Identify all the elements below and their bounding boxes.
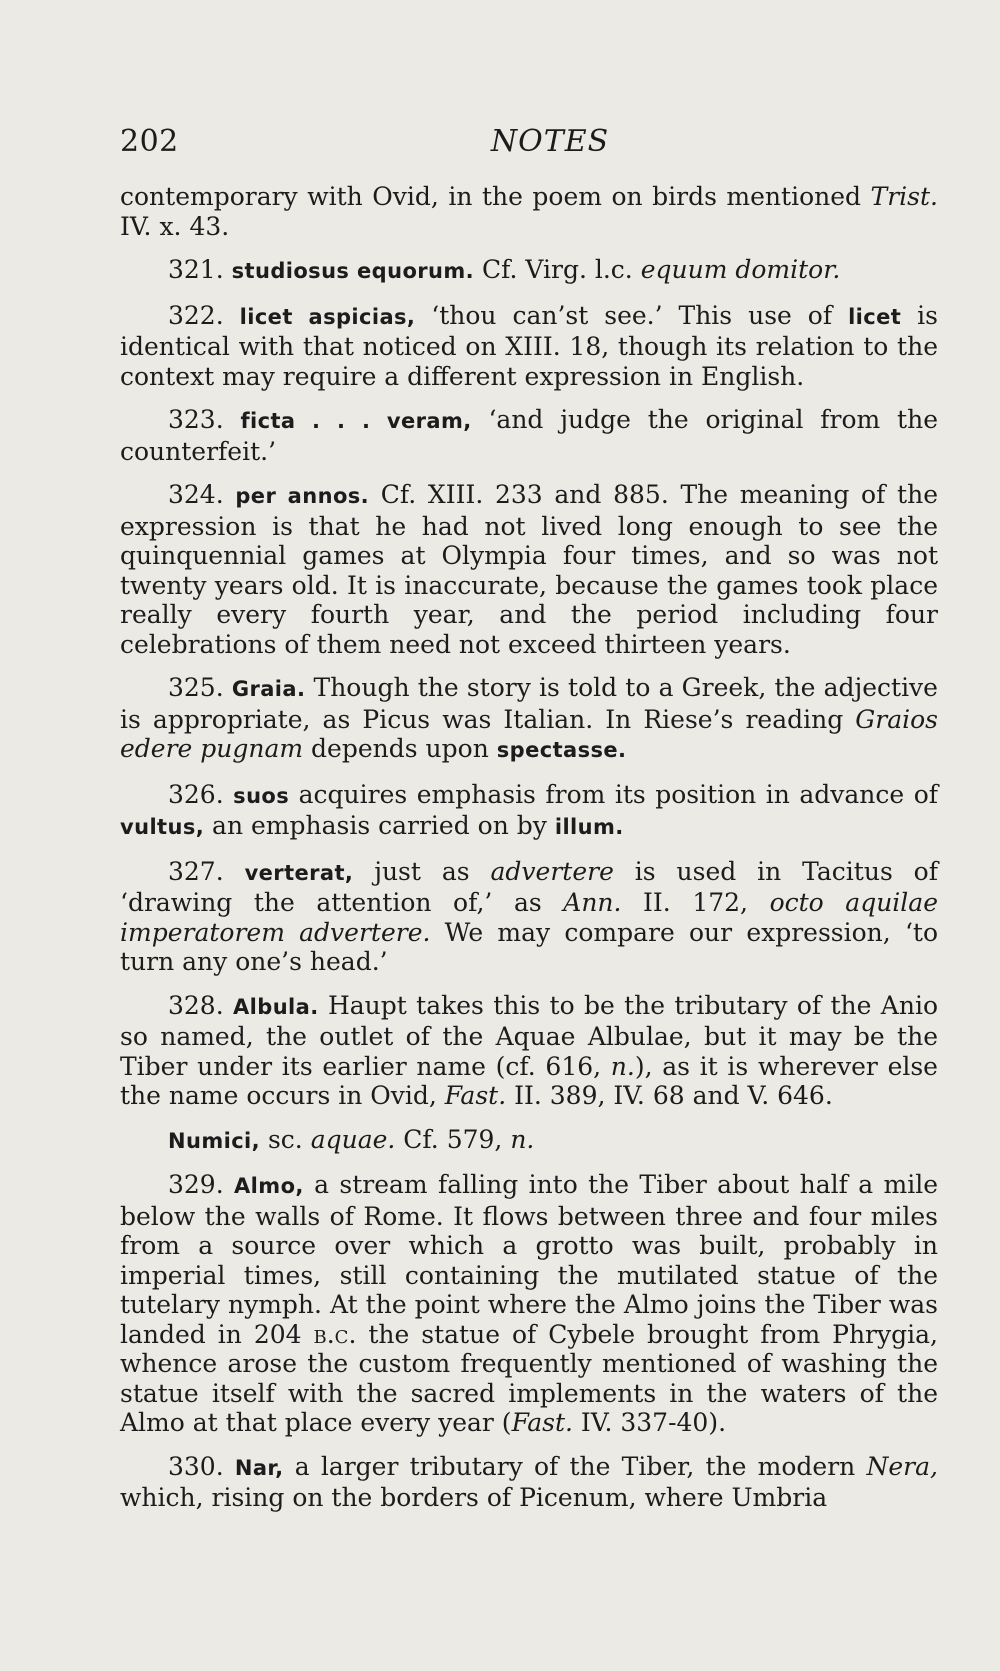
italic-text: octo aquilae imperatorem advertere. [120,888,938,947]
italic-text: advertere [490,856,614,886]
text-run: is identical with that noticed on XIII. 18, though its relation to the context may require a different expression in English. [120,300,938,391]
lemma: vultus, [120,815,205,839]
note-paragraph [120,780,938,843]
text-run: Cf. 579, [395,1124,511,1154]
running-title: NOTES [490,124,610,159]
italic-text: Fast. [444,1081,507,1110]
page-number: 202 [120,124,179,159]
text-run: which, rising on the borders of Picenum, where Umbria [120,1483,828,1512]
text-run: an emphasis carried on by [204,811,555,840]
text-run: 325. [168,673,232,702]
text-run: 322. [168,300,240,330]
text-run: 328. [168,990,234,1020]
lemma: suos [233,783,290,808]
lemma: licet [848,304,902,329]
note-paragraph [120,405,938,466]
lemma: Numici, [168,1128,261,1153]
italic-text: aquae. [310,1124,396,1154]
text-run: 329. [168,1170,235,1199]
text-run: We may compare our expression, ‘to turn any one’s head.’ [120,917,938,976]
lemma: per annos. [235,484,370,508]
text-run: II. 389, IV. 68 and V. 646. [506,1081,833,1110]
lemma: ficta . . . veram, [240,409,472,433]
page-header [120,124,940,164]
lemma: Graia. [231,677,306,701]
text-run: ), as it is wherever else the name occurs in Ovid, [120,1051,938,1110]
text-run: 326. [168,779,234,809]
text-run: the statue of Cybele brought from Phrygia, whence arose the custom frequently mentioned of washing the statue itself with the sacred implements in the waters of the Almo at that place every year ( [120,1319,938,1437]
small-caps-text: b.c. [313,1319,357,1349]
lemma: spectasse. [496,738,627,762]
text-run: II. 172, [621,888,770,917]
text-run: IV. x. 43. [120,211,230,241]
lemma: verterat, [244,860,354,885]
lemma: Almo, [234,1174,304,1198]
text-run: 330. [168,1451,235,1481]
lemma: illum. [554,815,624,839]
text-run: IV. 337-40). [572,1408,727,1437]
lemma: Nar, [234,1455,284,1480]
text-run: Cf. Virg. l.c. [474,255,641,284]
note-paragraph [120,673,938,766]
note-paragraph [120,255,938,287]
italic-text: n. [610,1051,635,1081]
text-run: depends upon [303,734,497,763]
text-run: Haupt takes this to be the tributary of the Anio so named, the outlet of the Aquae Albulae, but it may be the Tiber under its earlier name (cf. 616, [120,990,938,1081]
text-run: 327. [168,856,245,886]
lemma: studiosus equorum. [231,259,475,283]
text-run: Though the story is told to a Greek, the adjective is appropriate, as Picus was Italian. In Riese’s reading [120,673,938,734]
note-paragraph [120,1125,938,1157]
italic-text: Fast. [511,1408,573,1437]
notes-body [120,182,938,1513]
italic-text: Graios edere pugnam [120,704,938,763]
text-run: a larger tributary of the Tiber, the modern [283,1451,867,1481]
note-paragraph [120,1452,938,1513]
italic-text: Ann. [563,888,622,917]
text-run: contemporary with Ovid, in the poem on birds mentioned [120,182,871,211]
note-paragraph [120,1170,938,1438]
text-run: 324. [168,480,236,509]
italic-text: Trist. [870,182,938,211]
italic-text: equum domitor. [640,255,841,284]
italic-text: n. [510,1124,535,1154]
text-run: is used in Tacitus of ‘drawing the attention of,’ as [120,856,938,917]
italic-text: Nera, [866,1451,938,1481]
text-run: 323. [168,405,241,434]
note-paragraph [120,480,938,659]
text-run: ‘thou can’st see.’ This use of [415,300,849,330]
note-paragraph [120,182,938,241]
note-paragraph [120,857,938,977]
text-run: acquires emphasis from its position in advance of [289,779,938,809]
lemma: licet aspicias, [239,304,416,329]
text-run: 321. [168,255,232,284]
text-run: ‘and judge the original from the counterfeit.’ [120,405,938,466]
text-run: a stream falling into the Tiber about half a mile below the walls of Rome. It flows between three and four miles from a source over which a grotto was built, probably in imperial times, still containing the mutilated statue of the tutelary nymph. At the point where the Almo joins the Tiber was landed in 204 [120,1170,938,1349]
note-paragraph [120,301,938,392]
text-run: Cf. XIII. 233 and 885. The meaning of the expression is that he had not lived long enough to see the quinquennial games at Olympia four times, and so was not twenty years old. It is inaccurate, because the games took place really every fourth year, and the period including four celebrations of them need not exceed thirteen years. [120,480,938,659]
text-run: just as [353,856,491,886]
lemma: Albula. [233,994,319,1019]
note-paragraph [120,991,938,1111]
text-run: sc. [260,1124,311,1154]
